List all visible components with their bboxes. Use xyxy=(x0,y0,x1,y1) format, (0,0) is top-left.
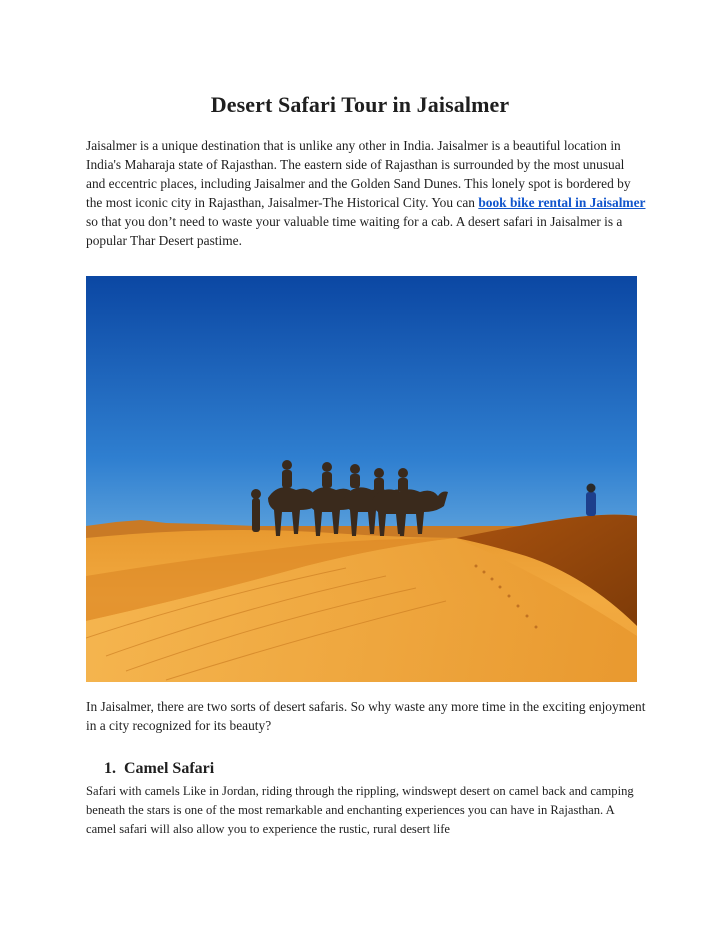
page-title: Desert Safari Tour in Jaisalmer xyxy=(210,92,510,117)
desert-safari-photo xyxy=(86,276,637,682)
intro-text-before-link: Jaisalmer is a unique destination that is unlike any other in India. Jaisalmer is a beautiful location in India's Maharaja state of Rajasthan. The eastern side of Rajasthan is surrounded by the most unusual and eccentric places, including Jaisalmer and the Golden Sand Dunes. This lonely spot is bordered by the most iconic city in Rajasthan, Jaisalmer-The Historical City. You can xyxy=(86,138,631,210)
standing-person xyxy=(586,484,596,517)
safari-types-paragraph: In Jaisalmer, there are two sorts of desert safaris. So why waste any more time in the exciting enjoyment in a city recognized for its beauty? xyxy=(86,699,646,733)
section-heading-text: Camel Safari xyxy=(124,760,215,777)
section-number: 1. xyxy=(104,760,116,777)
camel-safari-heading xyxy=(104,760,214,778)
intro-paragraph xyxy=(86,136,646,250)
camel-safari-paragraph: Safari with camels Like in Jordan, riding through the rippling, windswept desert on camel back and camping beneath the stars is one of the most remarkable and enchanting experiences you can have in Rajasthan. A camel safari will also allow you to experience the rustic, rural desert life xyxy=(86,784,634,836)
intro-text-after-link: so that you don’t need to waste your valuable time waiting for a cab. A desert safari in Jaisalmer is a popular Thar Desert pastime. xyxy=(86,214,623,248)
bike-rental-link[interactable]: book bike rental in Jaisalmer xyxy=(478,195,646,210)
